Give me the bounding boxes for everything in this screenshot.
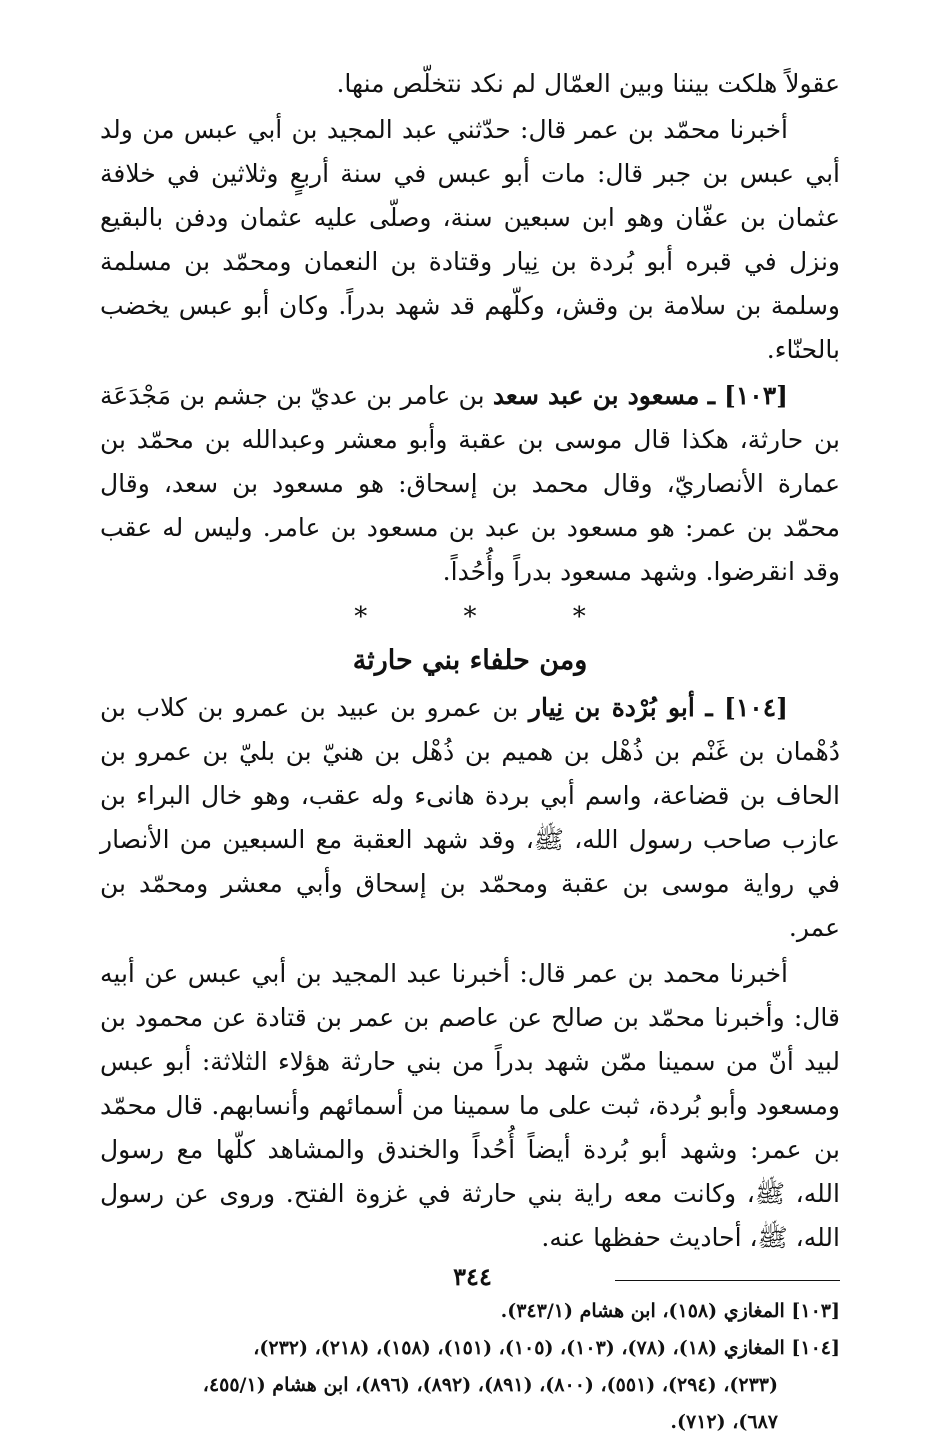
footnote-104-line-2: (٢٣٣)، (٢٩٤)، (٥٥١)، (٨٠٠)، (٨٩١)، (٨٩٢)، (٨٩٦)، ابن هشام (٤٥٥/١،	[202, 1374, 778, 1396]
entry-103-number: [١٠٣] ـ	[707, 381, 789, 410]
page-number: ٣٤٤	[453, 1262, 492, 1291]
footnotes	[100, 1293, 840, 1441]
main-text	[100, 62, 840, 1260]
paragraph-continuation: عقولاً هلكت بيننا وبين العمّال لم نكد نتخلّص منها.	[336, 69, 840, 98]
entry-103	[100, 374, 840, 594]
entry-103-text: بن عامر بن عديّ بن جشم بن مَجْدَعَة بن حارثة، هكذا قال موسى بن عقبة وأبو معشر وعبدالله بن محمّد بن عمارة الأنصاريّ، وقال محمد بن إسحاق: هو مسعود بن سعد، وقال محمّد بن عمر: هو مسعود بن عبد بن مسعود بن عامر. وليس له عقب وقد انقرضوا. وشهد مسعود بدراً وأُحُداً.	[100, 381, 840, 586]
entry-104	[100, 686, 840, 950]
paragraph-abu-abs-death: أخبرنا محمّد بن عمر قال: حدّثني عبد المجيد بن أبي عبس من ولد أبي عبس بن جبر قال: مات أبو عبس في سنة أربعٍ وثلاثين في خلافة عثمان بن عفّان وهو ابن سبعين سنة، وصلّى عليه عثمان ودفن بالبقيع ونزل في قبره أبو بُردة بن نِيار وقتادة بن النعمان ومحمّد بن مسلمة وسلمة بن سلامة بن وقش، وكلّهم قد شهد بدراً. وكان أبو عبس يخضب بالحنّاء.	[100, 115, 840, 364]
paragraph-badr-witnesses: أخبرنا محمد بن عمر قال: أخبرنا عبد المجيد بن أبي عبس عن أبيه قال: وأخبرنا محمّد بن صالح عن عاصم بن عمر بن قتادة عن محمود بن لبيد أنّ من سمينا ممّن شهد بدراً من بني حارثة هؤلاء الثلاثة: أبو عبس ومسعود وأبو بُردة، ثبت على ما سمينا من أسمائهم وأنسابهم. قال محمّد بن عمر: وشهد أبو بُردة أيضاً أُحُداً والخندق والمشاهد كلّها مع رسول الله، ﷺ، وكانت معه راية بني حارثة في غزوة الفتح. وروى عن رسول الله، ﷺ، أحاديث حفظها عنه.	[100, 959, 840, 1252]
section-title: ومن حلفاء بني حارثة	[352, 645, 588, 676]
footnote-103: [١٠٣] المغازي (١٥٨)، ابن هشام (٣٤٣/١).	[500, 1300, 840, 1322]
entry-103-name: مسعود بن عبد سعد	[492, 381, 700, 410]
footnote-104-line-3: ٦٨٧)، (٧١٢).	[670, 1411, 778, 1433]
entry-104-number: [١٠٤] ـ	[705, 693, 788, 722]
section-separator-stars: * * *	[354, 602, 630, 632]
entry-104-text: بن عمرو بن عبيد بن عمرو بن كلاب بن دُهْمان بن غَنْم بن ذُهْل بن هميم بن ذُهْل بن هنيّ بن بليّ بن عمرو بن الحاف بن قضاعة، واسم أبي بردة هانىء وله عقب، وهو خال البراء بن عازب صاحب رسول الله، ﷺ، وقد شهد العقبة مع السبعين من الأنصار في رواية موسى بن عقبة ومحمّد بن إسحاق وأبي معشر ومحمّد بن عمر.	[100, 693, 840, 942]
footnote-104-line-1: [١٠٤] المغازي (١٨)، (٧٨)، (١٠٣)، (١٠٥)، (١٥١)، (١٥٨)، (٢١٨)، (٢٣٢)،	[253, 1337, 840, 1359]
entry-104-name: أبو بُرْدة بن نِيار	[528, 693, 695, 722]
